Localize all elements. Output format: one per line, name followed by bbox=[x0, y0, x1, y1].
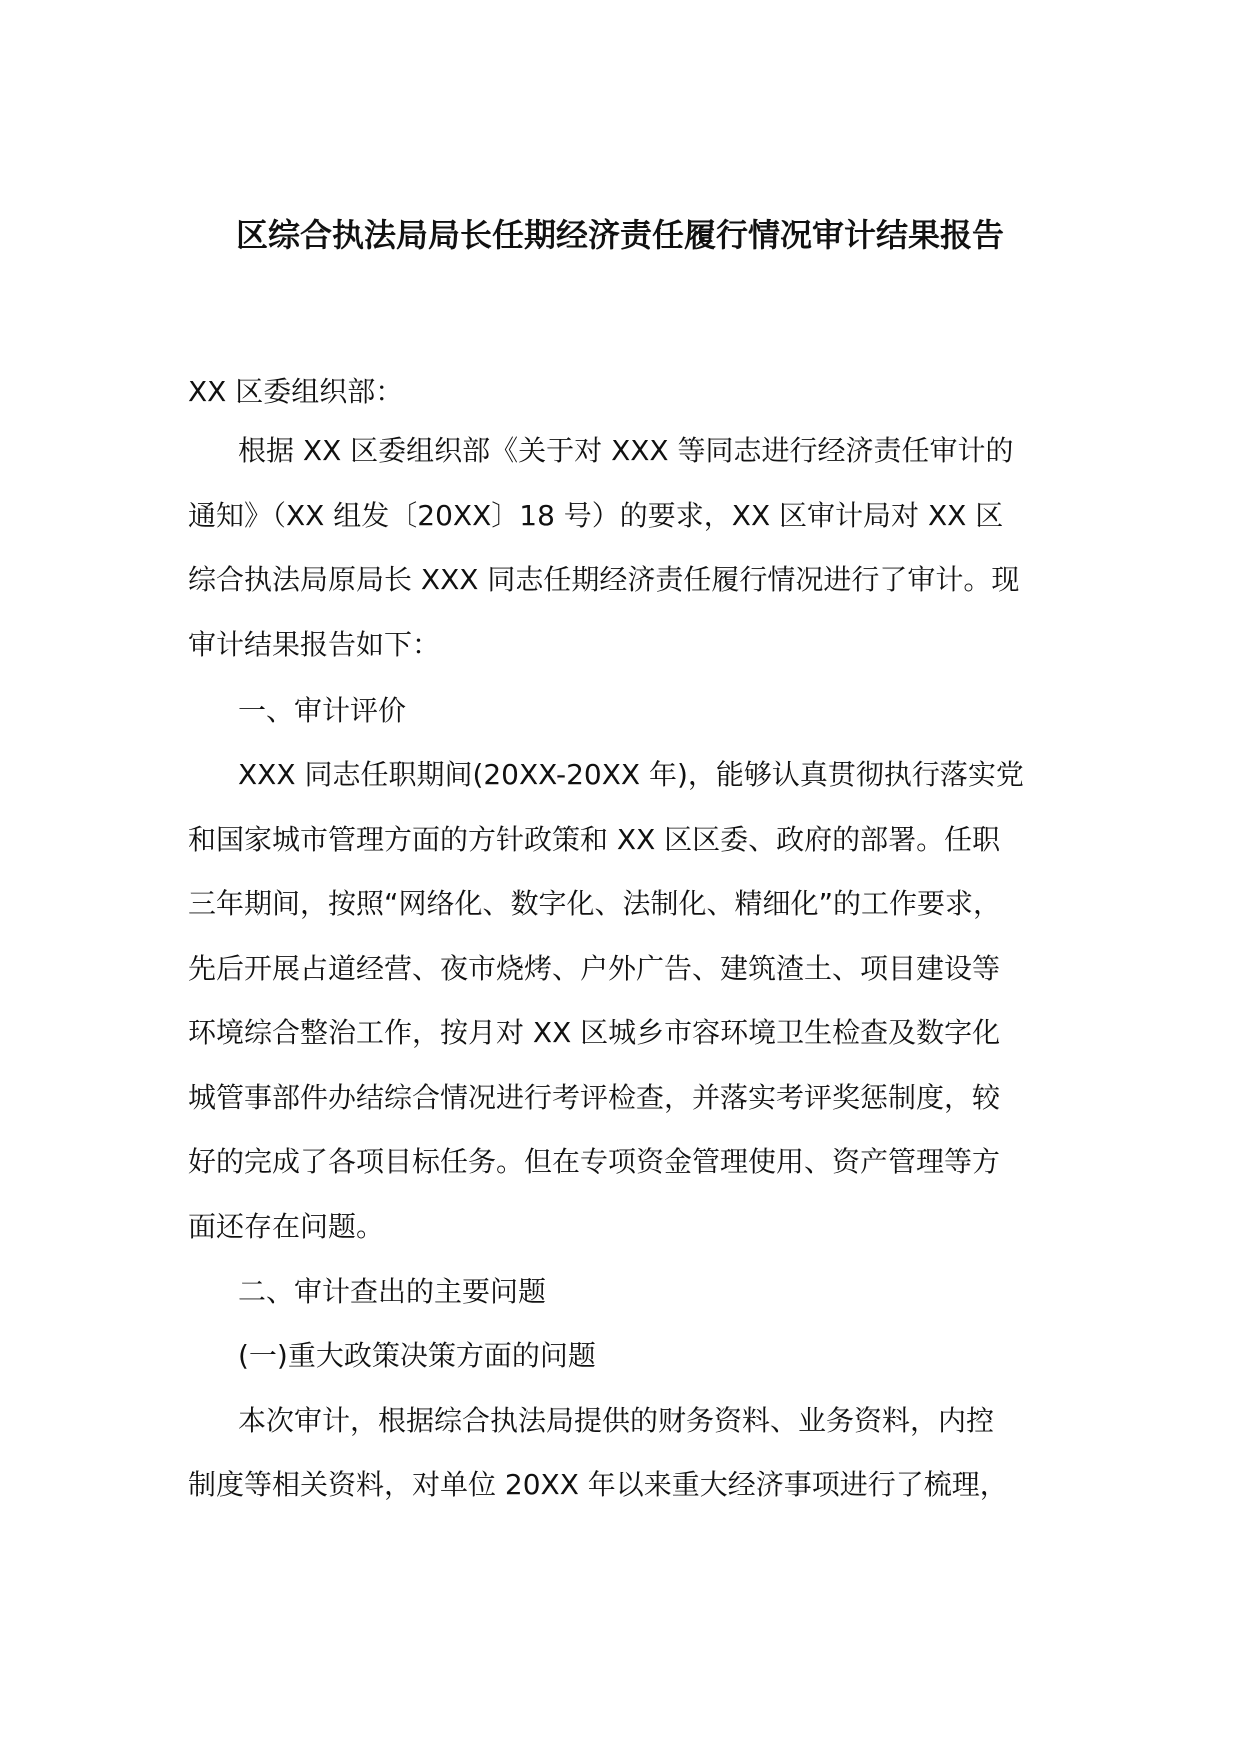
paragraph-line: 根据 XX 区委组织部《关于对 XXX 等同志进行经济责任审计的 bbox=[238, 434, 1014, 467]
section-heading: 二、审计查出的主要问题 bbox=[238, 1275, 547, 1308]
paragraph-line: 审计结果报告如下： bbox=[188, 628, 441, 661]
paragraph-line: 三年期间，按照“网络化、数字化、法制化、精细化”的工作要求， bbox=[188, 887, 1002, 920]
paragraph-line: 和国家城市管理方面的方针政策和 XX 区区委、政府的部署。任职 bbox=[188, 823, 1001, 856]
paragraph-line: 本次审计，根据综合执法局提供的财务资料、业务资料，内控 bbox=[238, 1404, 995, 1437]
paragraph-line: 城管事部件办结综合情况进行考评检查，并落实考评奖惩制度，较 bbox=[188, 1081, 1001, 1114]
paragraph-line: 通知》（XX 组发〔20XX〕18 号）的要求，XX 区审计局对 XX 区 bbox=[188, 499, 1004, 532]
paragraph-line: 先后开展占道经营、夜市烧烤、户外广告、建筑渣土、项目建设等 bbox=[188, 952, 1001, 985]
paragraph-line: 环境综合整治工作，按月对 XX 区城乡市容环境卫生检查及数字化 bbox=[188, 1016, 1001, 1049]
section-heading: 一、审计评价 bbox=[238, 694, 407, 727]
paragraph-line: 好的完成了各项目标任务。但在专项资金管理使用、资产管理等方 bbox=[188, 1145, 1001, 1178]
document-title: 区综合执法局局长任期经济责任履行情况审计结果报告 bbox=[235, 216, 1004, 254]
subsection-heading: (一)重大政策决策方面的问题 bbox=[238, 1339, 596, 1372]
paragraph-line: 综合执法局原局长 XXX 同志任期经济责任履行情况进行了审计。现 bbox=[188, 563, 1020, 596]
paragraph-line: 制度等相关资料，对单位 20XX 年以来重大经济事项进行了梳理， bbox=[188, 1468, 1008, 1501]
paragraph-line: XXX 同志任职期间(20XX-20XX 年)，能够认真贯彻执行落实党 bbox=[238, 758, 1024, 791]
paragraph-line: 面还存在问题。 bbox=[188, 1210, 385, 1243]
addressee: XX 区委组织部： bbox=[188, 375, 404, 408]
